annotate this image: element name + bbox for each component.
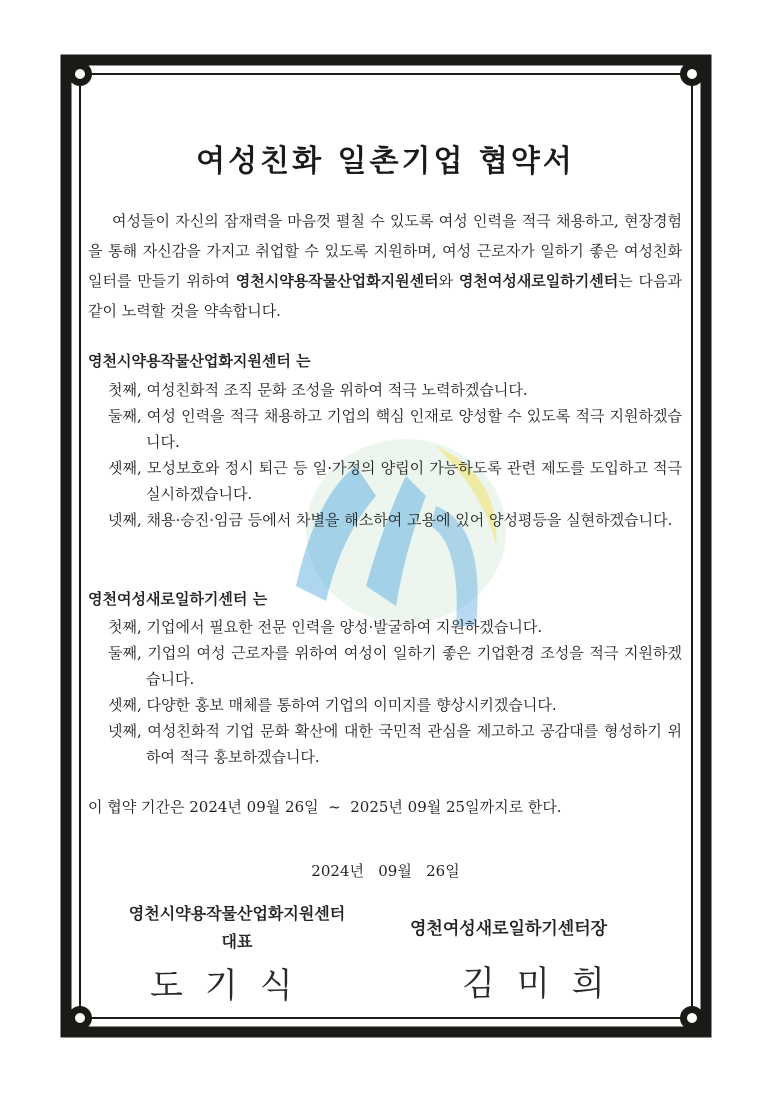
signature-2: 김미희 bbox=[462, 964, 627, 1004]
signature-1: 도기식 bbox=[150, 966, 315, 1006]
agreement-date: 2024년 09월 26일 bbox=[311, 862, 460, 880]
list-item: 셋째, 모성보호와 정시 퇴근 등 일·가정의 양립이 가능하도록 관련 제도를 도입하고 적극 실시하겠습니다. bbox=[108, 459, 682, 503]
section1-heading: 영천시약용작물산업화지원센터 는 bbox=[88, 352, 311, 370]
signatory1-role: 대표 bbox=[221, 932, 253, 951]
list-item: 첫째, 여성친화적 조직 문화 조성을 위하여 적극 노력하겠습니다. bbox=[108, 381, 528, 399]
intro-paragraph bbox=[88, 206, 682, 326]
list-item: 넷째, 여성친화적 기업 문화 확산에 대한 국민적 관심을 제고하고 공감대를 형성하기 위하여 적극 홍보하겠습니다. bbox=[108, 722, 682, 766]
intro-org-1: 영천시약용작물산업화지원센터 bbox=[235, 272, 439, 290]
section1-list bbox=[108, 377, 682, 533]
intro-text-1: 여성들이 자신의 잠재력을 마음껏 펼칠 수 있도록 여성 인력을 적극 채용하고, 현장경험을 통해 자신감을 가지고 취업할 수 있도록 지원하며, 여성 근로자가 일하기 좋은 여성친화 일터를 만들기 위하여 bbox=[88, 212, 682, 290]
signatory1-block bbox=[92, 900, 382, 956]
list-item: 셋째, 다양한 홍보 매체를 통하여 기업의 이미지를 향상시키겠습니다. bbox=[108, 696, 557, 714]
agreement-period: 이 협약 기간은 2024년 09월 26일 ~ 2025년 09월 25일까지로 한다. bbox=[88, 798, 562, 816]
section2-list bbox=[108, 614, 682, 770]
section2-heading: 영천여성새로일하기센터 는 bbox=[88, 590, 268, 608]
intro-org-2: 영천여성새로일하기센터 bbox=[458, 272, 619, 290]
intro-text-3: 는 다음과 같이 노력할 것을 약속합니다. bbox=[88, 272, 682, 320]
list-item: 둘째, 기업의 여성 근로자를 위하여 여성이 일하기 좋은 기업환경 조성을 적극 지원하겠습니다. bbox=[108, 644, 682, 688]
signatory1-org: 영천시약용작물산업화지원센터 bbox=[128, 904, 346, 923]
list-item: 넷째, 채용·승진·임금 등에서 차별을 해소하여 고용에 있어 양성평등을 실현하겠습니다. bbox=[108, 511, 673, 529]
list-item: 둘째, 여성 인력을 적극 채용하고 기업의 핵심 인재로 양성할 수 있도록 적극 지원하겠습니다. bbox=[108, 407, 682, 451]
page-title: 여성친화 일촌기업 협약서 bbox=[196, 144, 575, 179]
signatory2-org: 영천여성새로일하기센터장 bbox=[410, 919, 608, 939]
intro-text-2: 와 bbox=[438, 272, 459, 290]
list-item: 첫째, 기업에서 필요한 전문 인력을 양성·발굴하여 지원하겠습니다. bbox=[108, 618, 543, 636]
